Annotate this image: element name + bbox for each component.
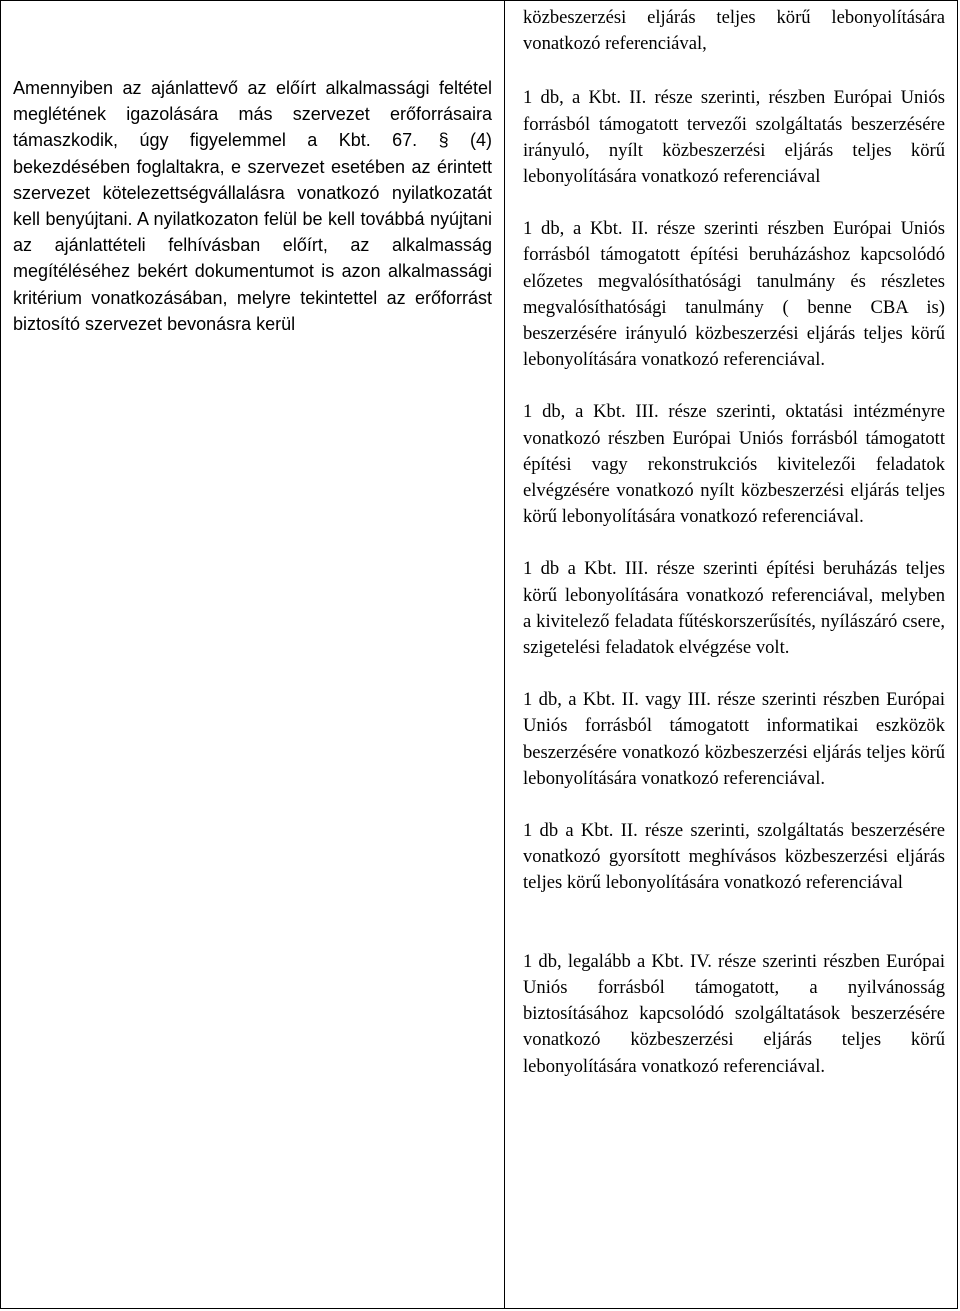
reference-paragraph: 1 db a Kbt. III. része szerinti építési beruházás teljes körű lebonyolítására vonatkozó referenciával, melyben a kivitelező feladata fűtéskorszerűsítés, nyílászáró csere, szigetelési feladatok elvégzése volt. (523, 558, 945, 659)
reference-paragraph: 1 db a Kbt. II. része szerinti, szolgáltatás beszerzésére vonatkozó gyorsított meghívásos közbeszerzési eljárás teljes körű lebonyolítására vonatkozó referenciával (523, 820, 945, 894)
reference-paragraph: közbeszerzési eljárás teljes körű lebonyolítására vonatkozó referenciával, (523, 7, 945, 55)
reference-paragraph: 1 db, legalább a Kbt. IV. része szerinti részben Európai Uniós forrásból támogatott, a nyilvánosság biztosításához kapcsolódó szolgáltatások beszerzésére vonatkozó közbeszerzési eljárás teljes körű lebonyolítására vonatkozó referenciával. (523, 950, 945, 1077)
reference-paragraph: 1 db, a Kbt. III. része szerinti, oktatási intézményre vonatkozó részben Európai Uniós forrásból támogatott építési vagy rekonstrukciós kivitelezői feladatok elvégzésére vonatkozó nyílt közbeszerzési eljárás teljes körű lebonyolítására vonatkozó referenciával. (523, 401, 945, 528)
resource-requirement-text: Amennyiben az ajánlattevő az előírt alkalmassági feltétel meglétének igazolására más szervezet erőforrásaira támaszkodik, úgy figyelemmel a Kbt. 67. § (4) bekezdésében foglaltakra, e szervezet esetében az érintett szervezet kötelezettségvállalásra vonatkozó nyilatkozatát kell benyújtani. A nyilatkozaton felül be kell továbbá nyújtani az ajánlattételi felhívásban előírt, az alkalmasság megítéléséhez bekért dokumentumot is azon alkalmassági kritérium vonatkozásában, melyre tekintettel az erőforrást biztosító szervezet bevonásra kerül (13, 78, 492, 334)
right-cell (505, 1, 957, 1308)
reference-paragraph: 1 db, a Kbt. II. vagy III. része szerinti részben Európai Uniós forrásból támogatott informatikai eszközök beszerzésére vonatkozó közbeszerzési eljárás teljes körű lebonyolítására vonatkozó referenciával. (523, 689, 945, 789)
left-cell (1, 1, 505, 1308)
reference-paragraph: 1 db, a Kbt. II. része szerinti, részben Európai Uniós forrásból támogatott tervezői szolgáltatás beszerzésére irányuló, nyílt közbeszerzési eljárás teljes körű lebonyolítására vonatkozó referenciával (523, 87, 945, 188)
reference-paragraph: 1 db, a Kbt. II. része szerinti részben Európai Uniós forrásból támogatott építési beruházáshoz kapcsolódó előzetes megvalósíthatósági tanulmány és részletes megvalósíthatósági tanulmány ( benne CBA is) beszerzésére irányuló közbeszerzési eljárás teljes körű lebonyolítására vonatkozó referenciával. (523, 218, 945, 371)
